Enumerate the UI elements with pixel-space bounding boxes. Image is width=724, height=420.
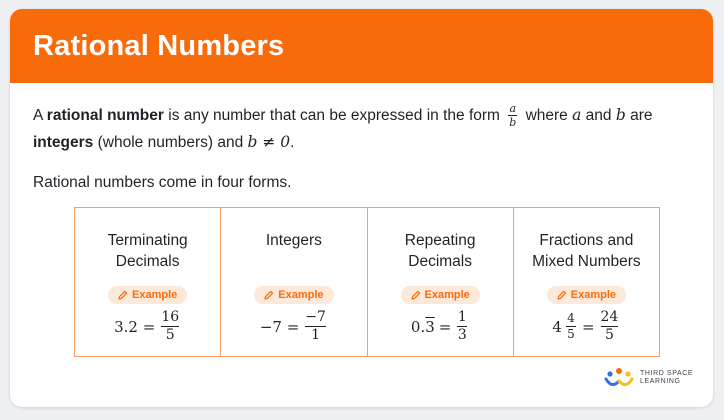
logo-icon (604, 367, 634, 389)
mixed-whole: 4 (552, 317, 562, 336)
header-bar (10, 9, 713, 83)
pencil-icon (557, 290, 567, 300)
variable-a: a (572, 106, 582, 124)
form-heading: Terminating Decimals (107, 232, 188, 270)
intro-text: . (290, 134, 295, 151)
intro-text: is any number that can be expressed in the form (163, 107, 505, 124)
pencil-icon (264, 290, 274, 300)
lesson-card (10, 9, 713, 407)
pencil-icon (411, 290, 421, 300)
fraction-denominator: 5 (604, 327, 614, 343)
example-badge-label: Example (132, 289, 178, 301)
form-fraction (508, 103, 517, 128)
formula-fraction (601, 310, 619, 343)
example-badge-label: Example (424, 289, 470, 301)
term-integers: integers (33, 134, 94, 151)
pencil-icon (118, 290, 128, 300)
intro-paragraph (33, 102, 693, 156)
form-heading: Fractions and Mixed Numbers (532, 232, 641, 270)
equals-sign: = (438, 317, 452, 336)
example-badge-label: Example (570, 289, 616, 301)
example-formula (114, 310, 181, 343)
variable-b: b (615, 106, 626, 124)
fraction-denominator: 1 (311, 327, 321, 343)
intro-text: (whole numbers) and (93, 134, 248, 151)
fraction-numerator: −7 (305, 309, 326, 325)
logo-wordmark: THIRD SPACE LEARNING (640, 370, 694, 385)
formula-fraction (161, 310, 179, 343)
equals-sign: = (581, 317, 595, 336)
example-formula (552, 310, 620, 343)
forms-intro-line: Rational numbers come in four forms. (33, 174, 292, 191)
fraction-denominator: 5 (165, 327, 175, 343)
mixed-fraction (566, 312, 576, 341)
form-cell-terminating-decimals (75, 208, 221, 356)
form-cell-fractions-mixed-numbers (514, 208, 659, 356)
fraction-denominator: 3 (457, 327, 467, 343)
repeating-digit: 3 (425, 317, 435, 336)
third-space-learning-logo (604, 367, 693, 389)
intro-text: where (521, 107, 573, 124)
decimal-part: 0. (410, 317, 426, 336)
term-rational-number: rational number (46, 107, 164, 124)
example-badge (254, 286, 333, 304)
formula-lhs: −7 = (259, 317, 300, 336)
forms-table (74, 207, 660, 357)
example-badge (401, 286, 480, 304)
fraction-numerator: 16 (161, 309, 180, 325)
example-badge-label: Example (278, 289, 324, 301)
form-heading: Integers (265, 232, 322, 249)
formula-lhs: 3.2 = (114, 317, 156, 336)
fraction-numerator: 24 (600, 309, 619, 325)
form-cell-repeating-decimals (368, 208, 514, 356)
example-formula (411, 310, 469, 343)
form-cell-integers (221, 208, 367, 356)
intro-text: and (581, 107, 616, 124)
formula-lhs (411, 318, 435, 336)
fraction-denominator: 5 (567, 327, 575, 341)
intro-text: A (33, 107, 47, 124)
example-badge (108, 286, 187, 304)
example-badge (547, 286, 626, 304)
intro-text: are (625, 107, 653, 124)
fraction-numerator: 1 (457, 309, 467, 325)
example-formula (260, 310, 328, 343)
page-title: Rational Numbers (33, 29, 285, 62)
fraction-denominator: b (509, 116, 517, 130)
formula-fraction (305, 310, 326, 343)
form-heading: Repeating Decimals (404, 232, 476, 270)
condition-b-not-zero: b ≠ 0 (247, 133, 291, 151)
fraction-numerator: 4 (567, 311, 575, 325)
formula-fraction (457, 310, 467, 343)
fraction-numerator: a (509, 102, 517, 116)
